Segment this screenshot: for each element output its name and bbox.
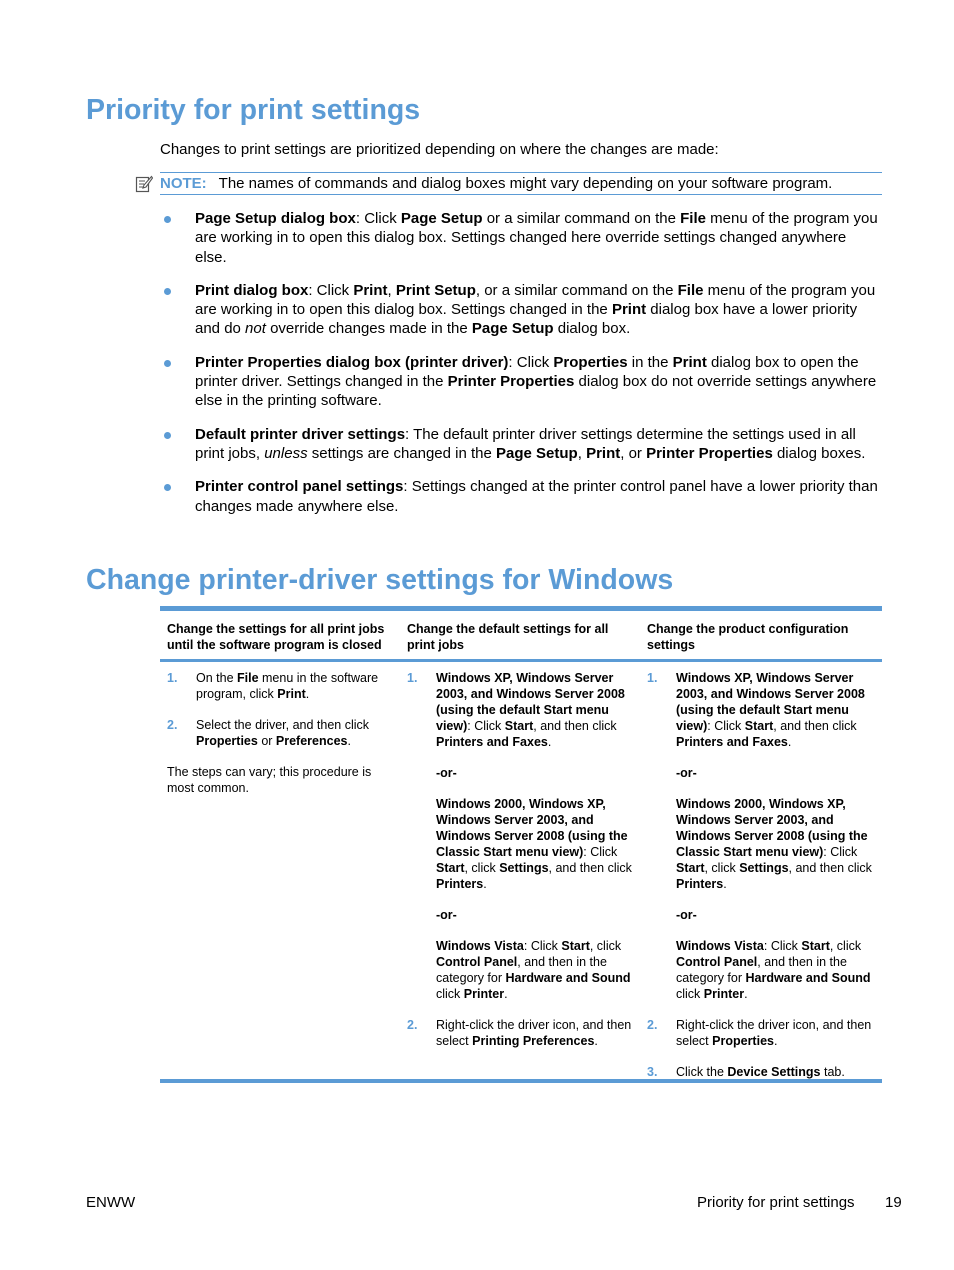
bullet-title: Printer Properties dialog box (printer driver) [195, 353, 509, 371]
step-item: 2. Right-click the driver icon, and then select Printing Preferences. [407, 1018, 632, 1048]
bullet-dot-icon [164, 288, 171, 295]
procedure-note: The steps can vary; this procedure is most common. [167, 765, 372, 795]
bullet-title: Print dialog box [195, 281, 309, 299]
table-cell-current-job [160, 662, 400, 1079]
note-box [160, 172, 882, 195]
section-title: Change printer-driver settings for Windows [86, 564, 674, 596]
note-pencil-icon [135, 175, 153, 193]
step-alternative: Windows Vista: Click Start, click Control Panel, and then in the category for Hardware and Sound click Printer. [436, 939, 631, 1001]
or-separator: -or- [676, 766, 697, 780]
bullet-dot-icon [164, 484, 171, 491]
list-item: Print dialog box: Click Print, Print Setup, or a similar command on the File menu of the program you are working in to open this dialog box. Settings changed in the Print dialog box have a lower priority and do not override changes made in the Page Setup dialog box. [160, 281, 882, 339]
note-text: The names of commands and dialog boxes might vary depending on your software program. [218, 175, 833, 192]
step-number: 2. [407, 1018, 418, 1032]
bullet-dot-icon [164, 360, 171, 367]
note-label: NOTE: [160, 175, 207, 192]
list-item: Printer control panel settings: Settings changed at the printer control panel have a lower priority than changes made anywhere else. [160, 477, 882, 516]
list-item: Default printer driver settings: The default printer driver settings determine the settings used in all print jobs, unless settings are changed in the Page Setup, Print, or Printer Properties dialog boxes. [160, 425, 882, 464]
step-number: 1. [167, 671, 178, 685]
or-separator: -or- [676, 908, 697, 922]
list-item: Printer Properties dialog box (printer driver): Click Properties in the Print dialog box to open the printer driver. Settings changed in the Printer Properties dialog box do not override settings anywhere else in the printing software. [160, 353, 882, 411]
step-number: 2. [167, 718, 178, 732]
page-number: 19 [885, 1194, 902, 1211]
table-cell-product-config [640, 662, 880, 1079]
intro-paragraph: Changes to print settings are prioritized depending on where the changes are made: [160, 141, 719, 158]
step-alternative: Windows 2000, Windows XP, Windows Server 2003, and Windows Server 2008 (using the Classic Start menu view): Click Start, click Settings, and then click Printers. [676, 797, 872, 891]
table-header-cell: Change the default settings for all print jobs [407, 622, 609, 652]
step-number: 2. [647, 1018, 658, 1032]
table-cell-default-settings [400, 662, 640, 1079]
step-item: 2. Select the driver, and then click Properties or Preferences. [167, 718, 370, 748]
step-item: 1. Windows XP, Windows Server 2003, and Windows Server 2008 (using the default Start menu view): Click Start, and then click Printers and Faxes. -or- Windows 2000, Windows XP, Windows Server 2003, and Windows Server 2008 (using the Classic Start menu view): Click Start, click Settings, and then click Printers. -or- Windows Vista: Click Start, click Control Panel, and then in the category for Hardware and Sound click Printer. [647, 670, 874, 1002]
or-separator: -or- [436, 766, 457, 780]
step-item: 1. On the File menu in the software program, click Print. [167, 671, 379, 701]
or-separator: -or- [436, 908, 457, 922]
table-body-row [160, 662, 882, 1079]
footer-section-title: Priority for print settings [697, 1194, 855, 1211]
settings-table [160, 606, 882, 1083]
step-item: 2. Right-click the driver icon, and then select Properties. [647, 1018, 872, 1048]
footer-left: ENWW [86, 1194, 136, 1211]
step-item: 1. Windows XP, Windows Server 2003, and Windows Server 2008 (using the default Start menu view): Click Start, and then click Printers and Faxes. -or- Windows 2000, Windows XP, Windows Server 2003, and Windows Server 2008 (using the Classic Start menu view): Click Start, click Settings, and then click Printers. -or- Windows Vista: Click Start, click Control Panel, and then in the category for Hardware and Sound click Printer. [407, 670, 634, 1002]
table-header-cell: Change the product configuration settings [647, 622, 849, 652]
table-header-row [160, 611, 882, 662]
bullet-dot-icon [164, 216, 171, 223]
table-header-cell: Change the settings for all print jobs until the software program is closed [167, 622, 385, 652]
step-number: 3. [647, 1065, 658, 1079]
bullet-title: Printer control panel settings [195, 478, 404, 496]
list-item: Page Setup dialog box: Click Page Setup or a similar command on the File menu of the program you are working in to open this dialog box. Settings changed here override settings changed anywhere else. [160, 209, 882, 267]
step-alternative: Windows Vista: Click Start, click Control Panel, and then in the category for Hardware and Sound click Printer. [676, 939, 871, 1001]
bullet-title: Page Setup dialog box [195, 210, 356, 227]
bullet-dot-icon [164, 432, 171, 439]
step-item: 3. Click the Device Settings tab. [647, 1065, 845, 1079]
bullet-title: Default printer driver settings [195, 425, 406, 443]
step-number: 1. [647, 671, 658, 685]
priority-list [160, 209, 882, 530]
page-title: Priority for print settings [86, 94, 421, 126]
step-number: 1. [407, 671, 418, 685]
step-alternative: Windows 2000, Windows XP, Windows Server 2003, and Windows Server 2008 (using the Classic Start menu view): Click Start, click Settings, and then click Printers. [436, 797, 632, 891]
